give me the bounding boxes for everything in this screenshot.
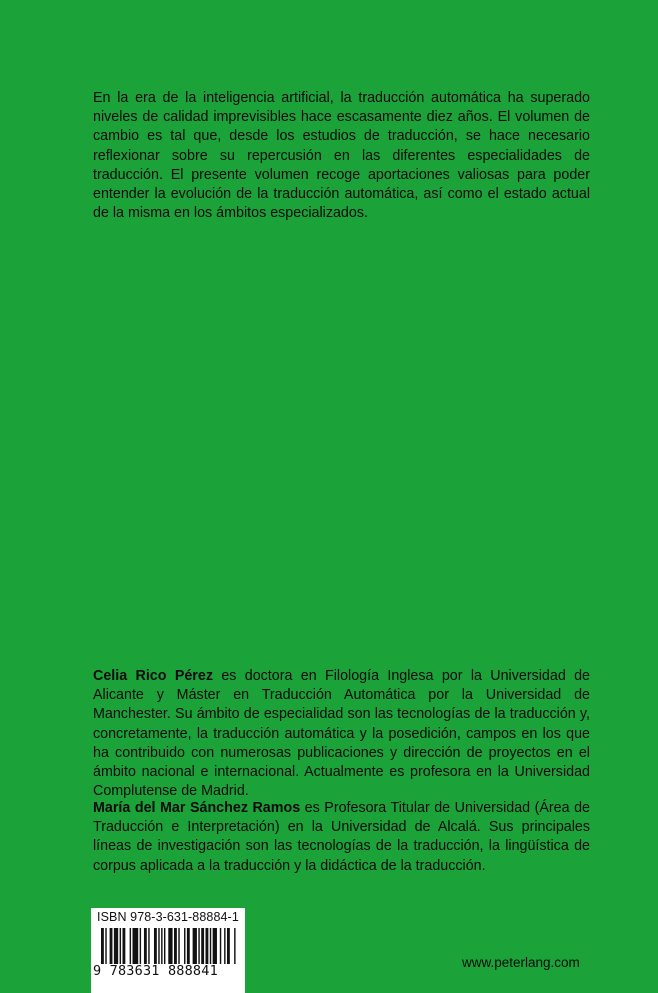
author-name-2: María del Mar Sánchez Ramos <box>93 800 301 816</box>
barcode-bar <box>224 928 225 964</box>
barcode-bar <box>158 928 159 964</box>
barcode-bar <box>110 928 113 964</box>
barcode-bar <box>132 928 138 964</box>
barcode-bar <box>105 928 106 964</box>
author-bio-2 <box>93 799 590 876</box>
barcode-bar <box>114 928 118 964</box>
isbn-label: ISBN 978-3-631-88884-1 <box>97 910 239 924</box>
barcode-bar <box>130 928 131 964</box>
barcode-bar <box>140 928 141 964</box>
barcode-bar <box>193 928 197 964</box>
barcode-bar <box>187 928 190 964</box>
barcode-bar <box>148 928 149 964</box>
publisher-website: www.peterlang.com <box>462 955 580 970</box>
barcode-bar <box>120 928 121 964</box>
barcode-bar <box>168 928 172 964</box>
barcode-bar <box>206 928 209 964</box>
barcode-bar <box>184 928 185 964</box>
barcode-bar <box>154 928 157 964</box>
barcode-bar <box>227 928 230 964</box>
barcode-digits: 9 783631 888841 <box>93 963 218 979</box>
barcode-bar <box>220 928 221 964</box>
barcode-bar <box>198 928 199 964</box>
barcode-bar <box>213 928 217 964</box>
author-name-1: Celia Rico Pérez <box>93 668 213 684</box>
barcode-bar <box>210 928 211 964</box>
barcode-bar <box>178 928 179 964</box>
author-bio-text-1: es doctora en Filología Inglesa por la Universidad de Alicante y Máster en Traducción Automática por la Universidad de Manchester. Su ámbito de especialidad son las tecnologías de la traducción y, concretamente, la traducción automática y la posedición, campos en los que ha contribuido con numerosas publicaciones y dirección de proyectos en el ámbito nacional e internacional. Actualmente es profesora en la Universidad Complutense de Madrid. <box>93 668 591 800</box>
barcode-image <box>101 928 237 964</box>
barcode-bar <box>101 928 104 964</box>
cover-blurb: En la era de la inteligencia artificial, la traducción automática ha superado niveles de calidad imprevisibles hace escasamente diez años. El volumen de cambio es tal que, desde los estudios de traducción, se hace necesario reflexionar sobre su repercusión en las diferentes especialidades de traducción. El presente volumen recoge aportaciones valiosas para poder entender la evolución de la traducción automática, así como el estado actual de la misma en los ámbitos especializados. <box>93 90 590 222</box>
isbn-barcode-block <box>91 908 245 993</box>
barcode-bar <box>234 928 235 964</box>
barcode-bar <box>122 928 125 964</box>
author-bio-text-2: es Profesora Titular de Universidad (Área de Traducción e Interpretación) en la Universidad de Alcalá. Sus principales líneas de investigación son las tecnologías de la traducción, la lingüística de corpus aplicada a la traducción y la didáctica de la traducción. <box>93 800 591 874</box>
barcode-bar <box>161 928 162 964</box>
barcode-bar <box>174 928 177 964</box>
barcode-bar <box>164 928 165 964</box>
barcode-bar <box>144 928 147 964</box>
author-bio-1 <box>93 667 590 801</box>
barcode-bar <box>201 928 204 964</box>
